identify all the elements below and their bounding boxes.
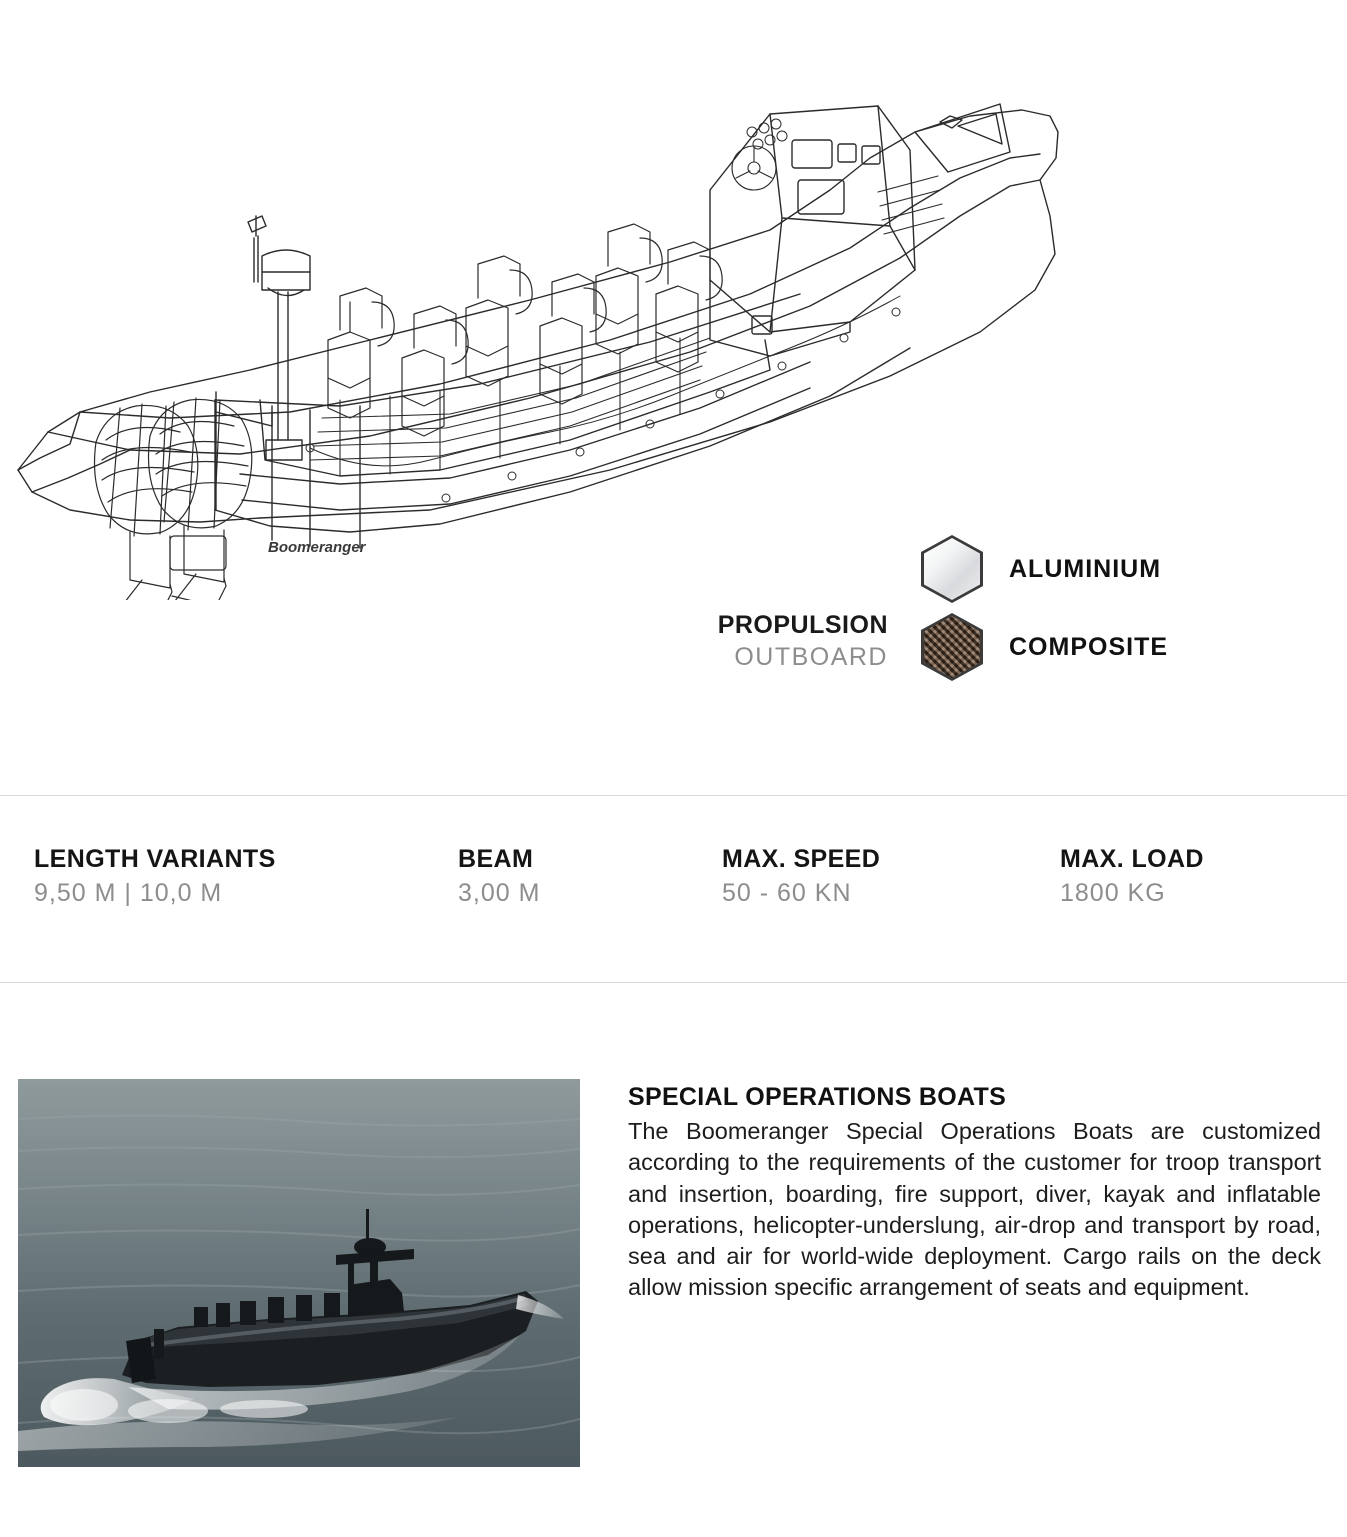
propulsion-title: PROPULSION <box>717 611 888 639</box>
spec-title: MAX. LOAD <box>1060 845 1204 873</box>
materials-legend <box>915 530 1315 686</box>
divider-top <box>0 795 1347 796</box>
material-row-composite <box>915 608 1315 686</box>
spec-value: 9,50 M | 10,0 M <box>34 878 223 907</box>
spec-title: LENGTH VARIANTS <box>34 845 276 873</box>
material-label-composite: COMPOSITE <box>1009 632 1169 661</box>
divider-bottom <box>0 982 1347 983</box>
spec-length-variants <box>34 845 276 909</box>
description-title: SPECIAL OPERATIONS BOATS <box>628 1083 1007 1111</box>
hull-logo-text: Boomeranger <box>268 539 366 556</box>
spec-max-load <box>1060 845 1204 909</box>
hexagon-aluminium-icon <box>915 533 987 605</box>
spec-title: BEAM <box>458 845 534 873</box>
spec-strip <box>0 845 1347 945</box>
spec-value: 50 - 60 KN <box>722 878 852 907</box>
spec-value: 3,00 M <box>458 878 541 907</box>
description-block <box>628 1083 1321 1304</box>
spec-beam <box>458 845 540 909</box>
description-body: The Boomeranger Special Operations Boats are customized according to the requirements of the customer for troop transport and insertion, boarding, fire support, diver, kayak and inflatable operations, helicopter-underslung, air-drop and transport by road, sea and air for world-wide deployment. Cargo rails on the deck allow mission specific arrangement of seats and equipment. <box>628 1118 1321 1301</box>
hexagon-composite-icon <box>915 611 987 683</box>
propulsion-value: OUTBOARD <box>734 642 888 671</box>
spec-value: 1800 KG <box>1060 878 1166 907</box>
material-row-aluminium <box>915 530 1315 608</box>
spec-max-speed <box>722 845 880 909</box>
boat-photo <box>18 1079 580 1467</box>
material-label-aluminium: ALUMINIUM <box>1009 554 1162 583</box>
propulsion-block <box>628 612 888 672</box>
spec-title: MAX. SPEED <box>722 845 881 873</box>
boat-technical-drawing <box>10 40 1070 600</box>
